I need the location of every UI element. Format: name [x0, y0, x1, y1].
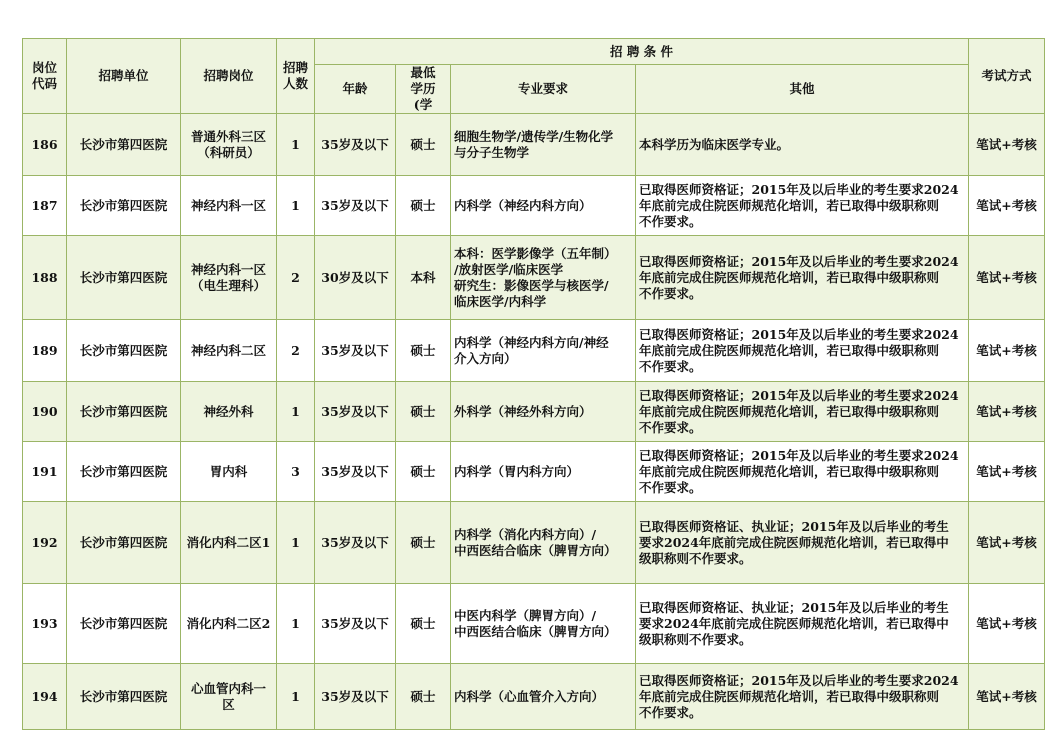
cell-count: 1 — [277, 382, 315, 442]
cell-other: 已取得医师资格证；2015年及以后毕业的考生要求2024 年底前完成住院医师规范化培训，若已取得中级职称则 不作要求。 — [636, 236, 969, 320]
cell-edu: 硕士 — [396, 584, 451, 664]
cell-post: 消化内科二区2 — [181, 584, 277, 664]
cell-exam: 笔试+考核 — [969, 236, 1045, 320]
cell-unit: 长沙市第四医院 — [67, 502, 181, 584]
cell-count: 1 — [277, 176, 315, 236]
cell-major: 细胞生物学/遗传学/生物化学 与分子生物学 — [451, 114, 636, 176]
table-row — [23, 176, 1045, 236]
cell-count: 2 — [277, 236, 315, 320]
cell-edu: 硕士 — [396, 502, 451, 584]
cell-edu: 硕士 — [396, 114, 451, 176]
cell-count: 1 — [277, 664, 315, 730]
header-conditions: 招 聘 条 件 — [315, 39, 969, 65]
table-body — [23, 114, 1045, 730]
cell-edu: 硕士 — [396, 382, 451, 442]
cell-major: 本科：医学影像学（五年制） /放射医学/临床医学 研究生：影像医学与核医学/ 临床医学/内科学 — [451, 236, 636, 320]
header-count: 招聘 人数 — [277, 39, 315, 114]
cell-exam: 笔试+考核 — [969, 584, 1045, 664]
cell-major: 内科学（心血管介入方向） — [451, 664, 636, 730]
cell-code: 186 — [23, 114, 67, 176]
cell-age: 35岁及以下 — [315, 176, 396, 236]
cell-other: 已取得医师资格证、执业证；2015年及以后毕业的考生 要求2024年底前完成住院医师规范化培训，若已取得中 级职称则不作要求。 — [636, 584, 969, 664]
cell-code: 188 — [23, 236, 67, 320]
header-post: 招聘岗位 — [181, 39, 277, 114]
cell-exam: 笔试+考核 — [969, 320, 1045, 382]
cell-count: 1 — [277, 502, 315, 584]
cell-unit: 长沙市第四医院 — [67, 114, 181, 176]
cell-count: 1 — [277, 114, 315, 176]
cell-unit: 长沙市第四医院 — [67, 382, 181, 442]
cell-code: 193 — [23, 584, 67, 664]
cell-unit: 长沙市第四医院 — [67, 442, 181, 502]
cell-age: 35岁及以下 — [315, 320, 396, 382]
cell-unit: 长沙市第四医院 — [67, 236, 181, 320]
cell-unit: 长沙市第四医院 — [67, 176, 181, 236]
cell-post: 神经内科一区 — [181, 176, 277, 236]
header-age: 年龄 — [315, 65, 396, 114]
cell-other: 已取得医师资格证；2015年及以后毕业的考生要求2024 年底前完成住院医师规范化培训，若已取得中级职称则 不作要求。 — [636, 382, 969, 442]
header-exam: 考试方式 — [969, 39, 1045, 114]
header-major: 专业要求 — [451, 65, 636, 114]
header-code: 岗位 代码 — [23, 39, 67, 114]
table-row — [23, 442, 1045, 502]
cell-age: 35岁及以下 — [315, 382, 396, 442]
cell-major: 外科学（神经外科方向） — [451, 382, 636, 442]
cell-post: 神经外科 — [181, 382, 277, 442]
recruitment-table — [22, 38, 1045, 730]
cell-code: 189 — [23, 320, 67, 382]
cell-exam: 笔试+考核 — [969, 176, 1045, 236]
cell-exam: 笔试+考核 — [969, 442, 1045, 502]
cell-code: 190 — [23, 382, 67, 442]
cell-exam: 笔试+考核 — [969, 114, 1045, 176]
cell-exam: 笔试+考核 — [969, 664, 1045, 730]
cell-other: 已取得医师资格证；2015年及以后毕业的考生要求2024 年底前完成住院医师规范化培训，若已取得中级职称则 不作要求。 — [636, 442, 969, 502]
cell-other: 已取得医师资格证；2015年及以后毕业的考生要求2024 年底前完成住院医师规范化培训，若已取得中级职称则 不作要求。 — [636, 320, 969, 382]
header-unit: 招聘单位 — [67, 39, 181, 114]
table-row — [23, 114, 1045, 176]
cell-major: 内科学（神经内科方向/神经 介入方向） — [451, 320, 636, 382]
cell-edu: 本科 — [396, 236, 451, 320]
cell-edu: 硕士 — [396, 442, 451, 502]
table-row — [23, 320, 1045, 382]
cell-unit: 长沙市第四医院 — [67, 664, 181, 730]
cell-age: 35岁及以下 — [315, 114, 396, 176]
cell-unit: 长沙市第四医院 — [67, 320, 181, 382]
cell-unit: 长沙市第四医院 — [67, 584, 181, 664]
cell-major: 内科学（神经内科方向） — [451, 176, 636, 236]
cell-post: 消化内科二区1 — [181, 502, 277, 584]
table-row — [23, 382, 1045, 442]
cell-exam: 笔试+考核 — [969, 382, 1045, 442]
cell-other: 已取得医师资格证；2015年及以后毕业的考生要求2024 年底前完成住院医师规范化培训，若已取得中级职称则 不作要求。 — [636, 664, 969, 730]
cell-post: 神经内科一区 （电生理科） — [181, 236, 277, 320]
cell-major: 内科学（胃内科方向） — [451, 442, 636, 502]
cell-count: 2 — [277, 320, 315, 382]
cell-code: 191 — [23, 442, 67, 502]
cell-code: 187 — [23, 176, 67, 236]
cell-exam: 笔试+考核 — [969, 502, 1045, 584]
table-row — [23, 502, 1045, 584]
cell-edu: 硕士 — [396, 176, 451, 236]
cell-code: 192 — [23, 502, 67, 584]
cell-edu: 硕士 — [396, 664, 451, 730]
cell-age: 35岁及以下 — [315, 502, 396, 584]
cell-other: 本科学历为临床医学专业。 — [636, 114, 969, 176]
cell-age: 30岁及以下 — [315, 236, 396, 320]
header-other: 其他 — [636, 65, 969, 114]
cell-count: 3 — [277, 442, 315, 502]
cell-age: 35岁及以下 — [315, 664, 396, 730]
cell-count: 1 — [277, 584, 315, 664]
cell-other: 已取得医师资格证；2015年及以后毕业的考生要求2024 年底前完成住院医师规范化培训，若已取得中级职称则 不作要求。 — [636, 176, 969, 236]
cell-post: 心血管内科一 区 — [181, 664, 277, 730]
cell-post: 胃内科 — [181, 442, 277, 502]
header-edu: 最低 学历 (学 — [396, 65, 451, 114]
cell-age: 35岁及以下 — [315, 584, 396, 664]
table-row — [23, 584, 1045, 664]
cell-post: 神经内科二区 — [181, 320, 277, 382]
cell-code: 194 — [23, 664, 67, 730]
cell-age: 35岁及以下 — [315, 442, 396, 502]
cell-major: 内科学（消化内科方向）/ 中西医结合临床（脾胃方向） — [451, 502, 636, 584]
table-row — [23, 664, 1045, 730]
cell-other: 已取得医师资格证、执业证；2015年及以后毕业的考生 要求2024年底前完成住院医师规范化培训，若已取得中 级职称则不作要求。 — [636, 502, 969, 584]
table-row — [23, 236, 1045, 320]
cell-edu: 硕士 — [396, 320, 451, 382]
cell-major: 中医内科学（脾胃方向）/ 中西医结合临床（脾胃方向） — [451, 584, 636, 664]
cell-post: 普通外科三区 （科研员） — [181, 114, 277, 176]
